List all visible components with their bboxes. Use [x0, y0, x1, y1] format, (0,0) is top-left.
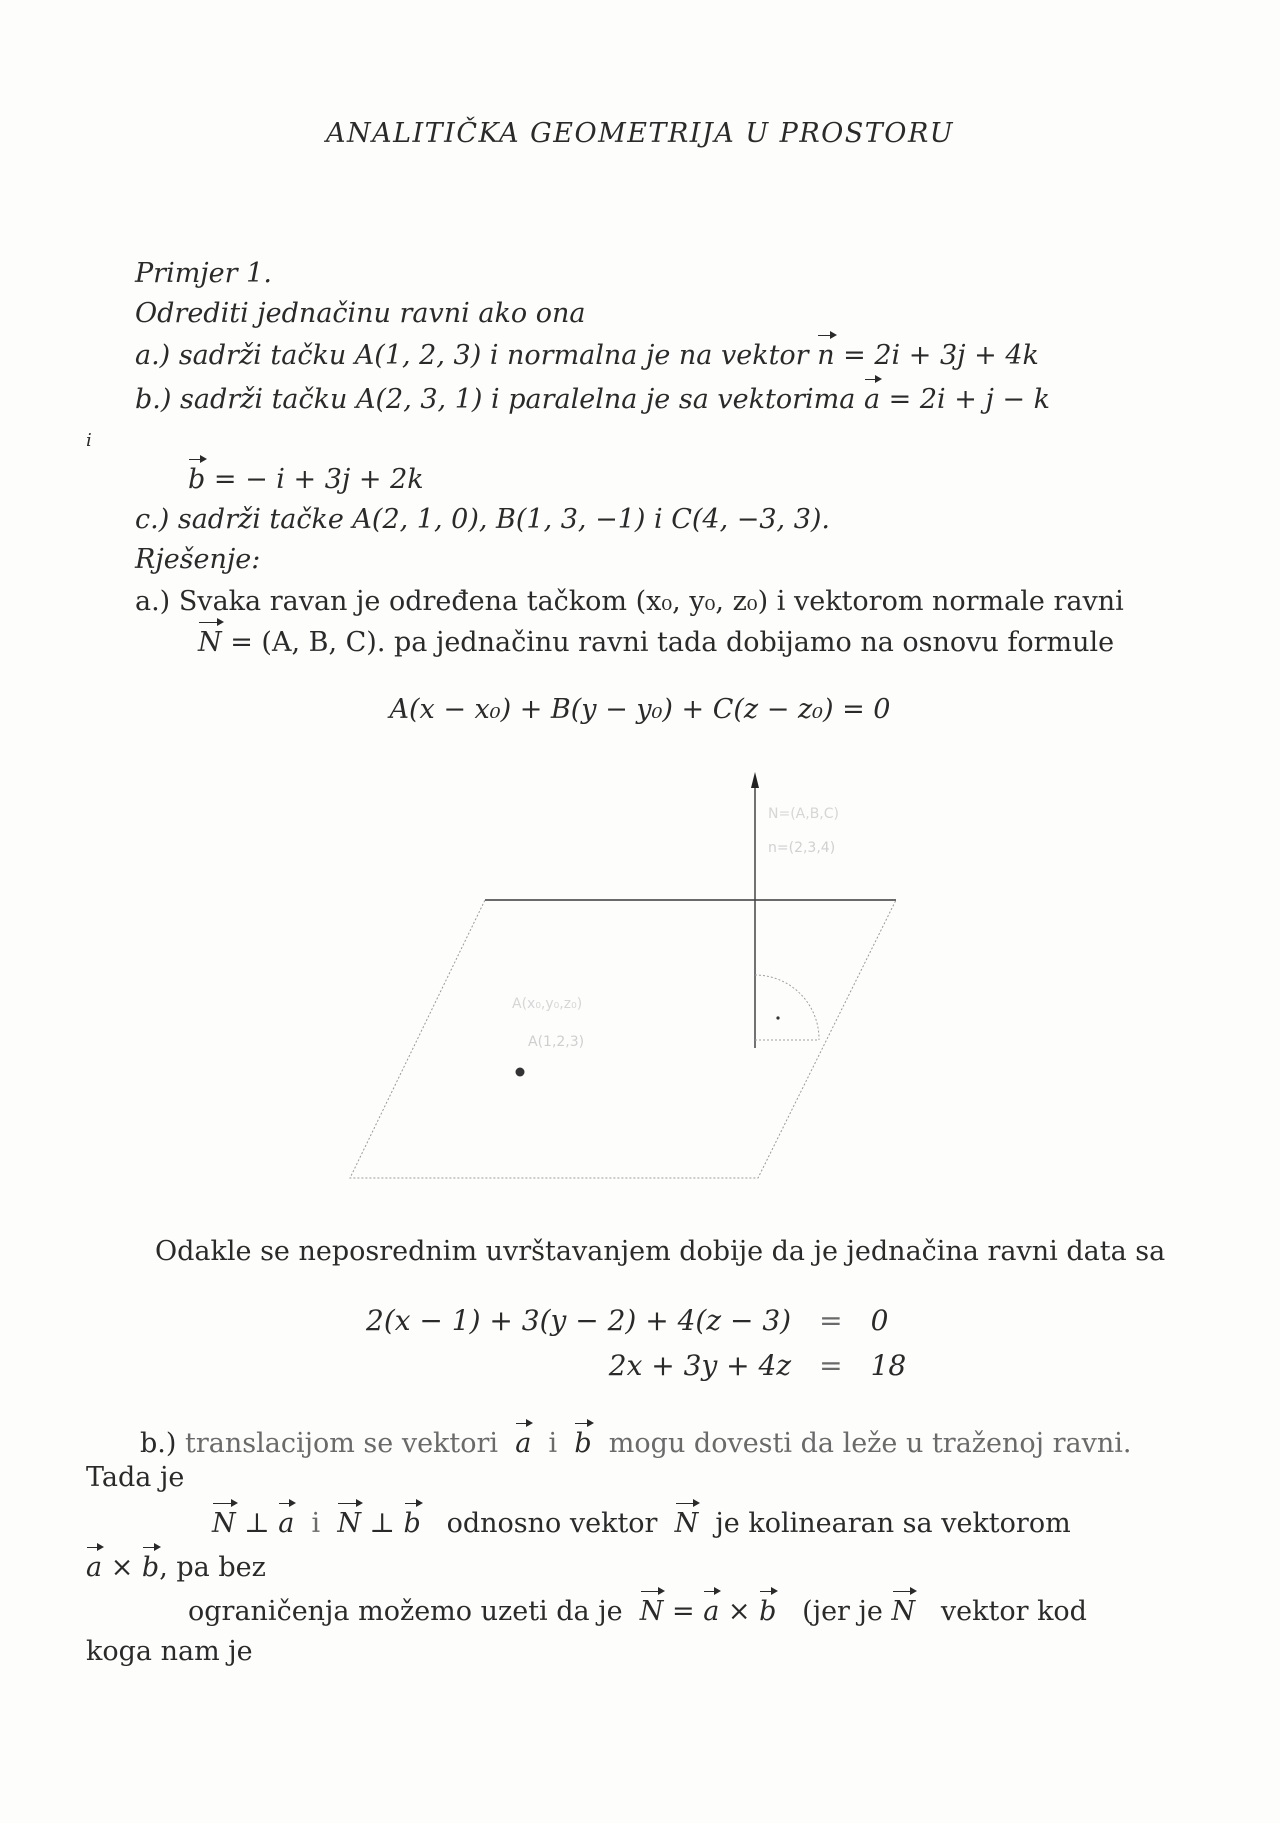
vector-b-b3: b	[403, 1508, 421, 1539]
perp-symbol: ⊥	[244, 1508, 270, 1539]
solution-b-text3-end: je kolinearan sa vektorom	[715, 1508, 1071, 1539]
and-text: i	[548, 1428, 558, 1459]
solution-a-text2: = (A, B, C). pa jednačinu ravni tada dobijamo na osnovu formule	[230, 627, 1115, 658]
vector-b-line	[188, 464, 424, 495]
vector-b-b4: b	[141, 1552, 160, 1583]
solution-b-text5-start: ograničenja možemo uzeti da je	[188, 1596, 623, 1627]
vector-a: a	[863, 384, 881, 415]
right-angle-dot	[776, 1016, 779, 1019]
solution-a-label: a.)	[135, 586, 171, 617]
normal-vector-arrowhead	[751, 772, 759, 788]
solution-a-line2	[198, 627, 1114, 658]
point-label-2: A(1,2,3)	[528, 1034, 585, 1050]
cross-symbol-2: ×	[727, 1596, 751, 1627]
solution-b-text1: translacijom se vektori	[185, 1428, 499, 1459]
part-c-text: sadrži tačke A(2, 1, 0), B(1, 3, −1) i C(4, −3, 3).	[177, 504, 831, 535]
cross-symbol: ×	[110, 1552, 134, 1583]
part-a-rhs: = 2i + 3j + 4k	[843, 340, 1039, 371]
equation-rhs: 18	[870, 1349, 907, 1382]
right-angle-arc	[755, 975, 819, 1040]
and-text-2: i	[311, 1508, 321, 1539]
margin-i: i	[86, 430, 92, 451]
perp-symbol-2: ⊥	[369, 1508, 395, 1539]
vector-a-b3: a	[278, 1508, 295, 1539]
vector-N-b3a: N	[212, 1508, 236, 1539]
vector-N-b5b: N	[891, 1596, 916, 1627]
solution-b-line4	[86, 1552, 266, 1583]
part-a-text: sadrži tačku A(1, 2, 3) i normalna je na vektor	[178, 340, 809, 371]
plane-formula: A(x − x₀) + B(y − y₀) + C(z − z₀) = 0	[389, 694, 891, 725]
solution-b-line3	[212, 1508, 1071, 1539]
example-task: Odrediti jednačinu ravni ako ona	[135, 298, 586, 329]
normal-label-1: N=(A,B,C)	[768, 806, 839, 822]
part-a-label: a.)	[135, 340, 171, 371]
vector-N-b3c: N	[674, 1508, 699, 1539]
solution-b-text5-mid: (jer je	[802, 1596, 883, 1627]
vector-a-b5: a	[703, 1596, 720, 1627]
part-b-line	[135, 384, 1050, 415]
solution-b-line2: Tada je	[86, 1462, 185, 1493]
vector-b-rhs: = − i + 3j + 2k	[213, 464, 424, 495]
equation-eq: =	[819, 1304, 843, 1337]
vector-b: b	[188, 464, 206, 495]
part-c-label: c.)	[135, 504, 170, 535]
equation-lhs: 2(x − 1) + 3(y − 2) + 4(z − 3)	[366, 1304, 792, 1337]
solution-a-line1	[135, 586, 1124, 617]
vector-n: n	[817, 340, 835, 371]
point-label-1: A(x₀,y₀,z₀)	[512, 996, 583, 1012]
equation-eq: =	[819, 1349, 843, 1382]
solution-b-text3-mid: odnosno vektor	[446, 1508, 658, 1539]
solution-b-text4-end: , pa bez	[159, 1552, 266, 1583]
solution-b-text5-end: vektor kod	[940, 1596, 1087, 1627]
substitution-intro: Odakle se neposrednim uvrštavanjem dobije da je jednačina ravni data sa	[155, 1236, 1166, 1267]
solution-a-text1: Svaka ravan je određena tačkom (x₀, y₀, z₀) i vektorom normale ravni	[178, 586, 1124, 617]
solution-heading: Rješenje:	[135, 544, 261, 575]
solution-b-line1	[140, 1428, 1131, 1459]
vector-a-b1: a	[515, 1428, 532, 1459]
equation-row	[352, 1343, 920, 1388]
normal-label-2: n=(2,3,4)	[768, 840, 836, 856]
vector-N-b3b: N	[337, 1508, 361, 1539]
vector-N: N	[198, 627, 222, 658]
equation-lhs: 2x + 3y + 4z	[608, 1349, 792, 1382]
vector-N-b5a: N	[639, 1596, 664, 1627]
part-c-line	[135, 504, 830, 535]
vector-b-b1: b	[574, 1428, 592, 1459]
vector-a-rhs: = 2i + j − k	[888, 384, 1050, 415]
equation-rhs: 0	[870, 1304, 889, 1337]
point-A-dot	[516, 1068, 525, 1077]
example-heading: Primjer 1.	[135, 258, 272, 289]
vector-a-b4: a	[86, 1552, 103, 1583]
equation-row	[352, 1298, 920, 1343]
solution-b-label: b.)	[140, 1428, 177, 1459]
solution-b-line5	[188, 1596, 1087, 1627]
equation-block	[352, 1298, 920, 1388]
part-b-label: b.)	[135, 384, 172, 415]
part-a-line	[135, 340, 1039, 371]
solution-b-text1-end: mogu dovesti da leže u traženoj ravni.	[608, 1428, 1132, 1459]
equals-symbol: =	[671, 1596, 695, 1627]
page-title: ANALITIČKA GEOMETRIJA U PROSTORU	[325, 118, 955, 149]
plane-figure	[340, 770, 920, 1190]
vector-b-b5: b	[759, 1596, 777, 1627]
part-b-text: sadrži tačku A(2, 3, 1) i paralelna je sa vektorima	[180, 384, 856, 415]
plane-shape	[350, 900, 896, 1178]
solution-b-line6: koga nam je	[86, 1636, 253, 1667]
